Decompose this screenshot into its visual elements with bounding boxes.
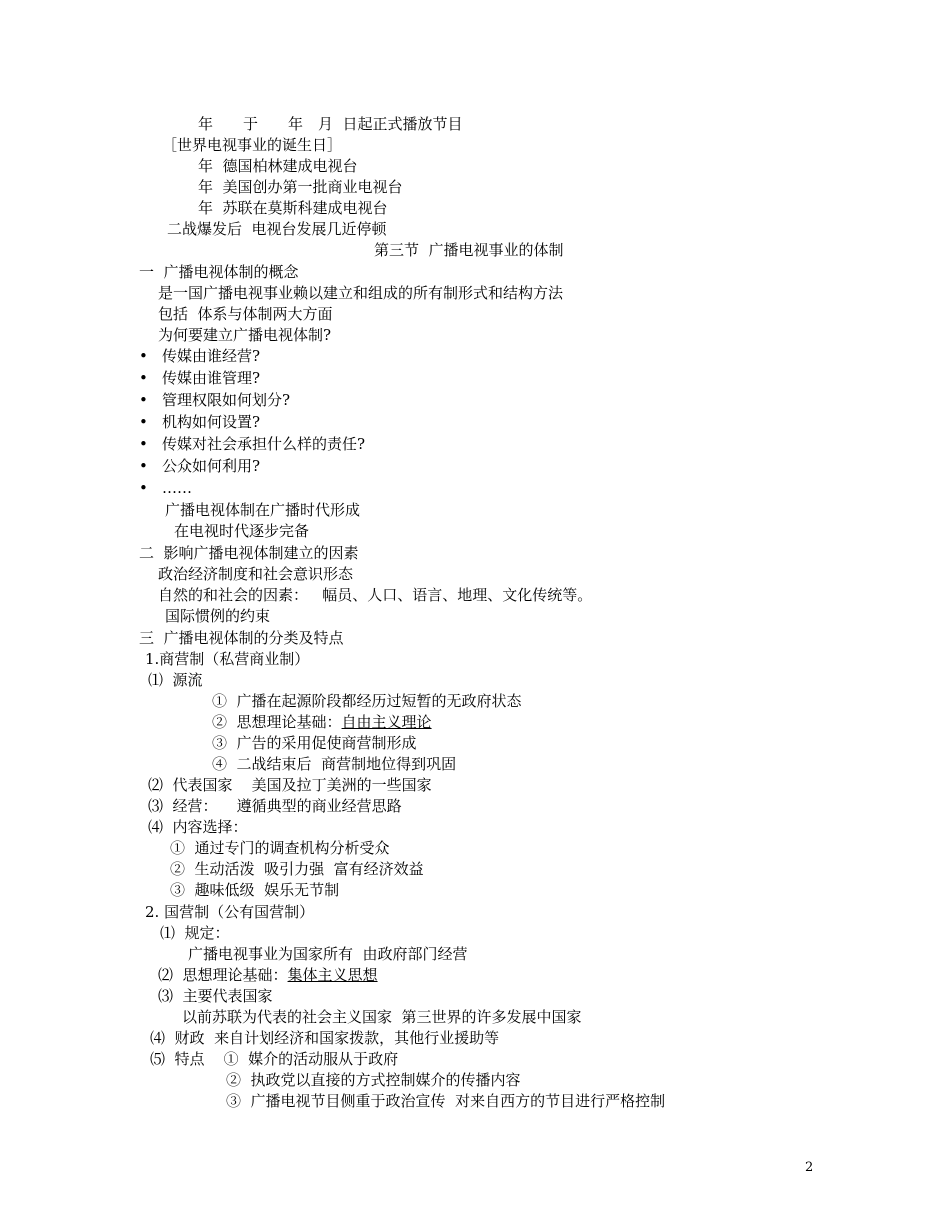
paragraph: 国际惯例的约束 [165, 607, 271, 625]
item-text: ⑵ 思想理论基础： [158, 966, 288, 984]
intro-heading: ［世界电视事业的诞生日］ [162, 136, 343, 154]
item: 广播电视事业为国家所有 由政府部门经营 [188, 945, 468, 963]
item: ② 执政党以直接的方式控制媒介的传播内容 [226, 1071, 521, 1089]
item: ⑴ 源流 [148, 671, 203, 689]
bullet-item: • 传媒由谁管理? [139, 369, 261, 387]
subheading: 1.商营制（私营商业制） [145, 650, 310, 668]
paragraph: 在电视时代逐步完备 [174, 522, 310, 540]
heading-2: 二 影响广播电视体制建立的因素 [139, 544, 359, 562]
heading-3: 三 广播电视体制的分类及特点 [139, 629, 344, 647]
item: ① 通过专门的调查机构分析受众 [170, 839, 390, 857]
subheading: 2. 国营制（公有国营制） [145, 903, 315, 921]
item: ② 生动活泼 吸引力强 富有经济效益 [170, 860, 424, 878]
item: ⑸ 特点 ① 媒介的活动服从于政府 [150, 1050, 399, 1068]
bullet-item: • 传媒对社会承担什么样的责任? [139, 435, 366, 453]
paragraph: 是一国广播电视事业赖以建立和组成的所有制形式和结构方法 [158, 284, 564, 302]
item: ④ 二战结束后 商营制地位得到巩固 [212, 755, 457, 773]
item: ⑶ 经营： 遵循典型的商业经营思路 [148, 797, 402, 815]
paragraph: 自然的和社会的因素： 幅员、人口、语言、地理、文化传统等。 [158, 586, 593, 604]
item [212, 712, 432, 732]
item: ⑵ 代表国家 美国及拉丁美洲的一些国家 [148, 776, 432, 794]
item: ⑶ 主要代表国家 [158, 987, 273, 1005]
intro-line: 二战爆发后 电视台发展几近停顿 [167, 220, 387, 238]
bullet-item: • 机构如何设置? [139, 413, 261, 431]
paragraph: 政治经济制度和社会意识形态 [158, 565, 354, 583]
intro-line: 年 于 年 月 日起正式播放节目 [198, 115, 463, 133]
bullet-item: • …… [139, 479, 192, 497]
paragraph: 包括 体系与体制两大方面 [158, 305, 333, 323]
underlined-term: 自由主义理论 [341, 713, 432, 731]
underlined-term: 集体主义思想 [287, 966, 378, 984]
page-number: 2 [805, 1160, 814, 1175]
heading-1: 一 广播电视体制的概念 [139, 263, 299, 281]
intro-line: 年 德国柏林建成电视台 [198, 157, 358, 175]
item: ③ 趣味低级 娱乐无节制 [170, 881, 340, 899]
item [158, 965, 378, 985]
item: ⑴ 规定： [160, 924, 230, 942]
bullet-item: • 传媒由谁经营? [139, 347, 261, 365]
intro-line: 年 美国创办第一批商业电视台 [198, 178, 403, 196]
item-text: ② 思想理论基础： [212, 713, 342, 731]
item: ⑷ 财政 来自计划经济和国家拨款，其他行业援助等 [150, 1029, 500, 1047]
bullet-item: • 公众如何利用? [139, 457, 261, 475]
item: 以前苏联为代表的社会主义国家 第三世界的许多发展中国家 [182, 1008, 582, 1026]
section-title: 第三节 广播电视事业的体制 [374, 241, 564, 259]
bullet-item: • 管理权限如何划分? [139, 391, 291, 409]
item: ③ 广告的采用促使商营制形成 [212, 734, 417, 752]
intro-line: 年 苏联在莫斯科建成电视台 [198, 199, 388, 217]
item: ① 广播在起源阶段都经历过短暂的无政府状态 [212, 692, 522, 710]
paragraph: 为何要建立广播电视体制? [158, 326, 332, 344]
item: ⑷ 内容选择： [148, 818, 248, 836]
paragraph: 广播电视体制在广播时代形成 [165, 501, 361, 519]
item: ③ 广播电视节目侧重于政治宣传 对来自西方的节目进行严格控制 [226, 1092, 666, 1110]
